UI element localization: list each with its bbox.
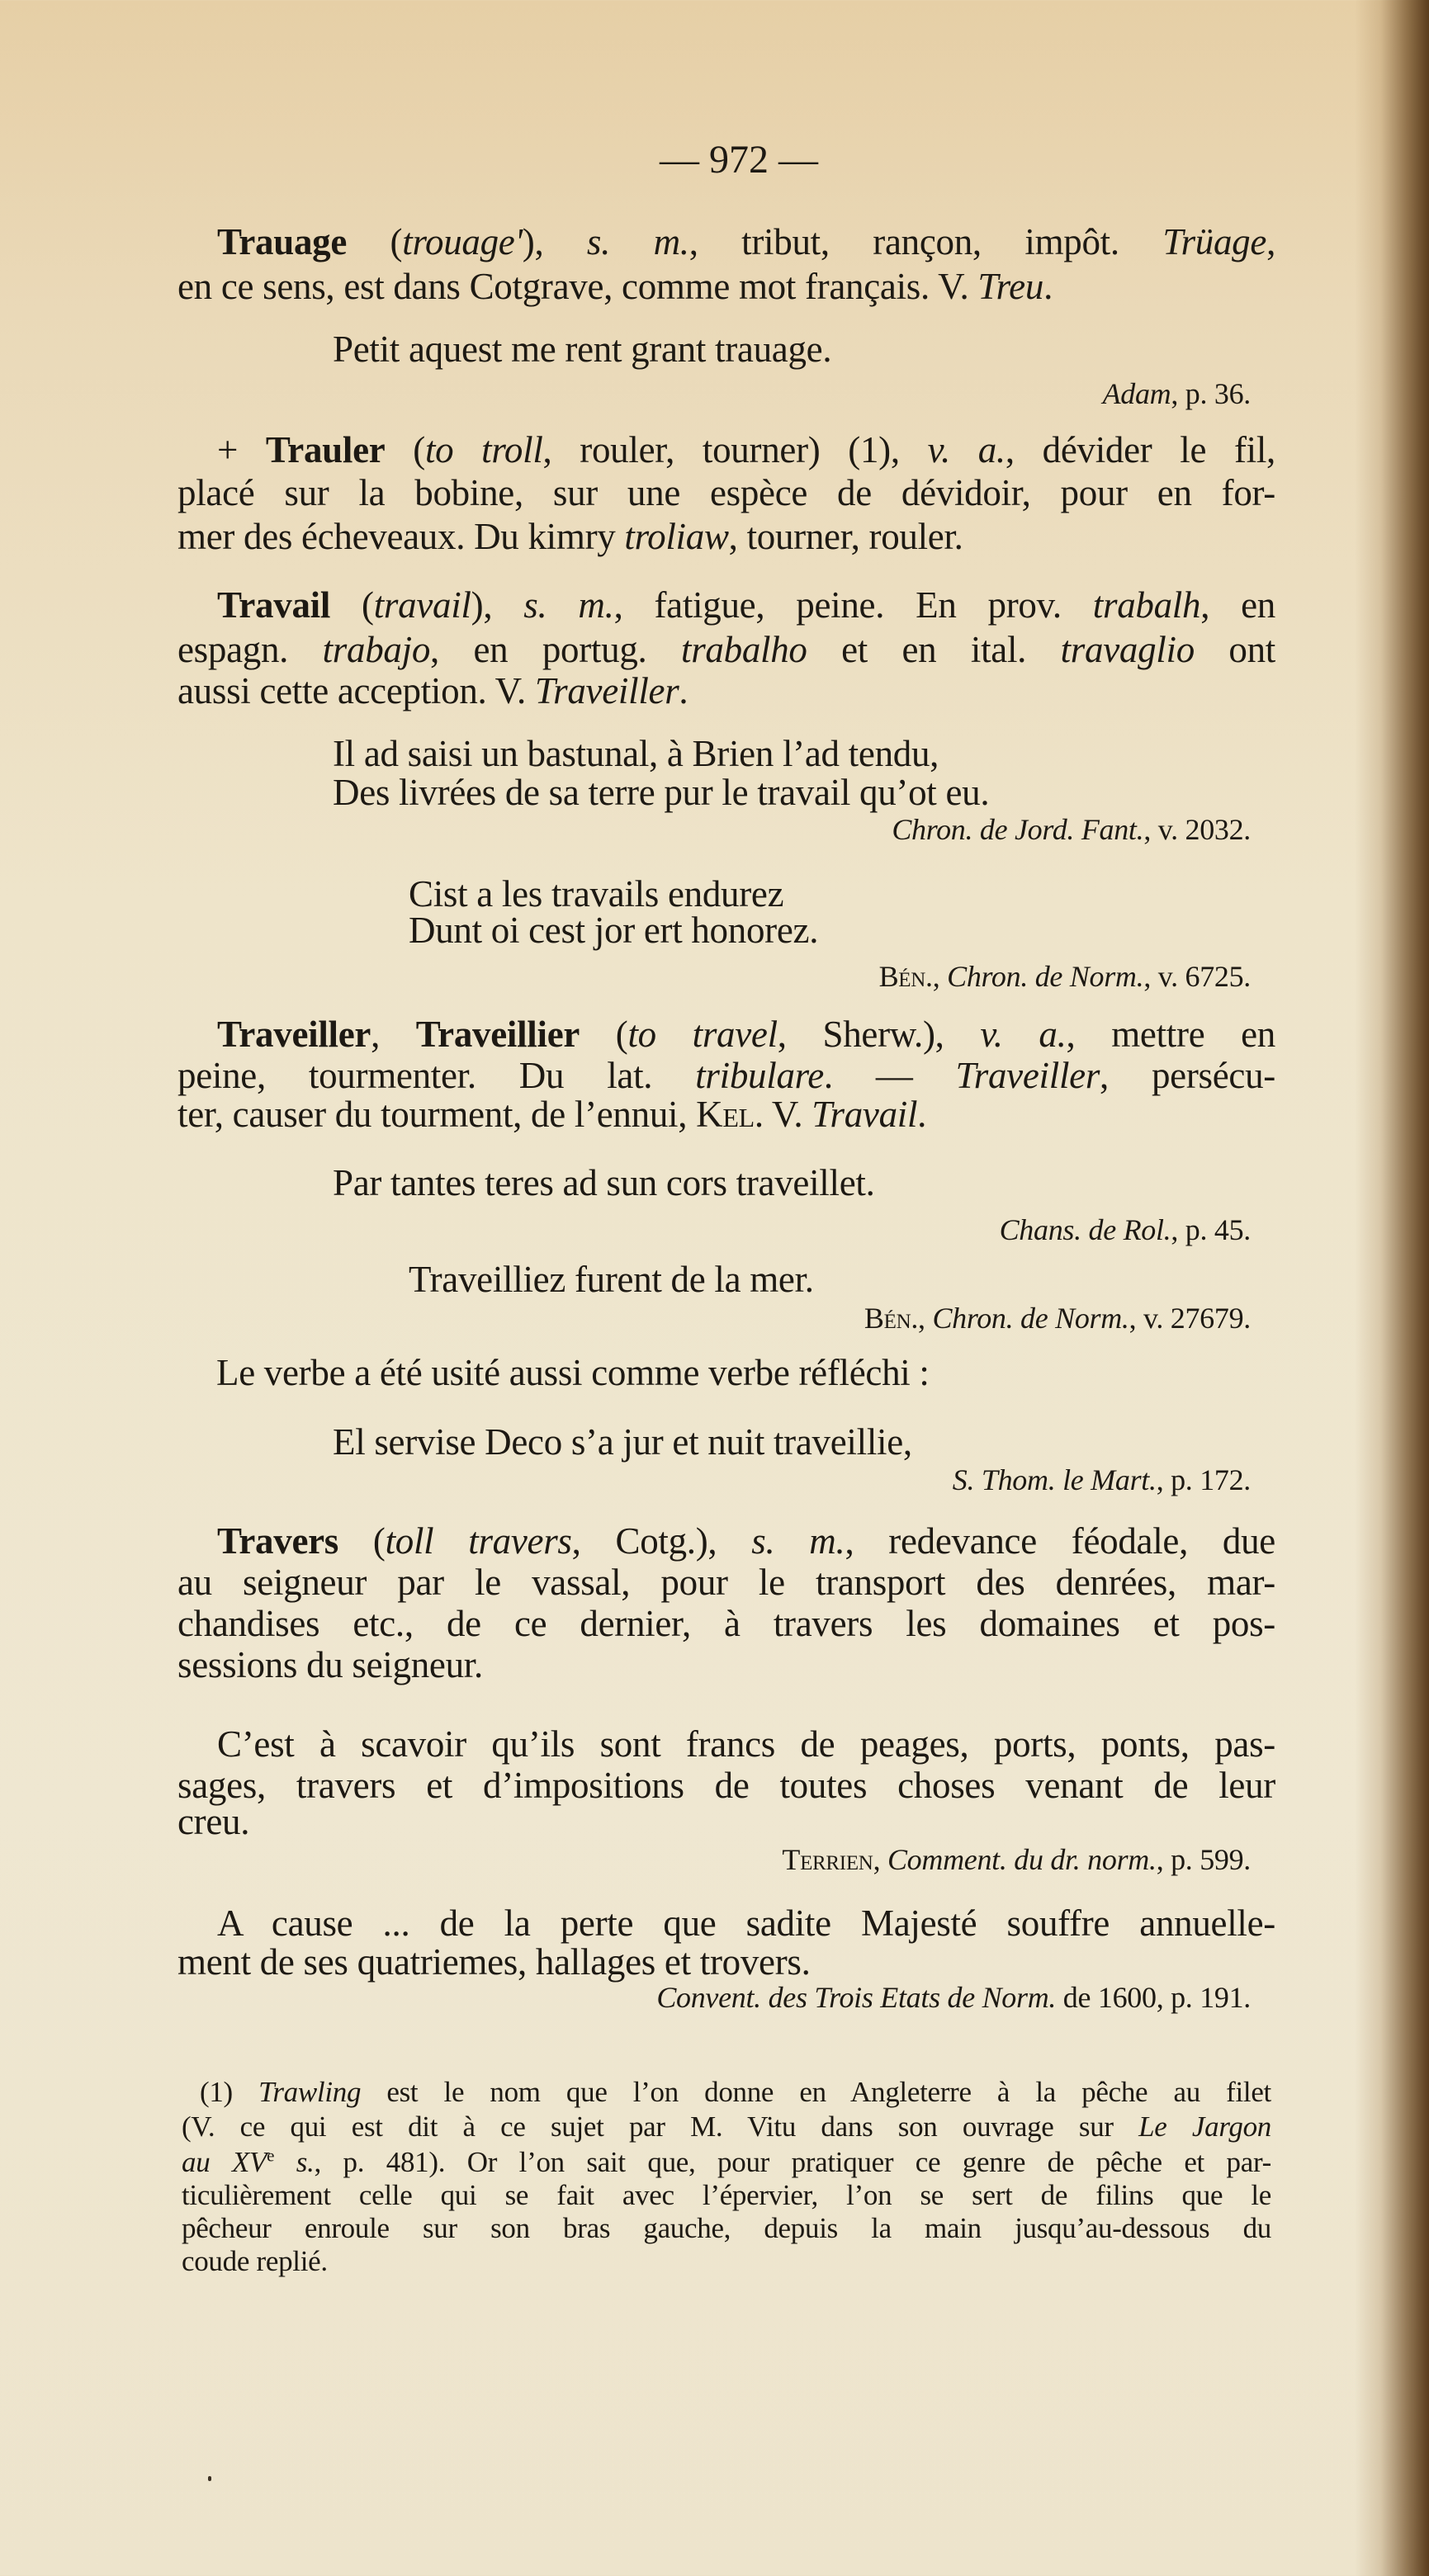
footnote-line [182, 2144, 1271, 2181]
text: . [1043, 266, 1053, 307]
text: , Sherw.), [777, 1014, 981, 1055]
superscript: e [267, 2145, 275, 2166]
ink-speck [208, 2476, 211, 2481]
text: ( [338, 1520, 386, 1562]
text: pêcheur enroule sur son bras gauche, depuis la main jusqu’au-dessous du [182, 2212, 1271, 2244]
text: au seigneur par le vassal, pour le transport des denrées, mar- [177, 1562, 1275, 1603]
italic-text: to troll [424, 429, 543, 470]
text: Traveilliez furent de la mer. [409, 1259, 814, 1300]
text: . [917, 1094, 927, 1135]
italic-text: Trüage [1162, 221, 1267, 262]
text: , tribut, rançon, impôt. [688, 221, 1163, 262]
small-caps-text: Bén. [878, 960, 933, 993]
italic-text: Adam [1102, 377, 1171, 410]
headword: Traveiller [217, 1014, 371, 1055]
italic-text: Traveiller [534, 670, 679, 711]
italic-text: Trawling [258, 2076, 362, 2108]
text: placé sur la bobine, sur une espèce de dévidoir, pour en for- [177, 472, 1275, 513]
quotation-line [217, 1721, 1275, 1767]
entry-line [177, 1091, 1275, 1137]
footnote-line [182, 2210, 1271, 2247]
italic-text: v. a. [980, 1014, 1067, 1055]
citation-line [248, 371, 1251, 417]
text: . [679, 670, 688, 711]
verse-line [333, 1160, 1275, 1206]
text: est le nom que l’on donne en Angleterre à la pêche au filet [361, 2076, 1271, 2108]
text: ment de ses quatriemes, hallages et trovers. [177, 1941, 811, 1983]
headword: Travail [217, 584, 331, 626]
entry-line [217, 1518, 1275, 1564]
citation-line [248, 1457, 1251, 1503]
footnote-line [182, 2177, 1271, 2214]
entry-line [177, 513, 1275, 560]
text: ( [580, 1014, 628, 1055]
italic-text: trabalho [681, 629, 807, 670]
text: A cause ... de la perte que sadite Majesté souffre annuelle- [217, 1902, 1275, 1944]
italic-text: travaglio [1060, 629, 1195, 670]
italic-text: trabalh [1092, 584, 1201, 626]
text: , p. 599. [1156, 1843, 1251, 1876]
text: , v. 6725. [1143, 960, 1251, 993]
text: Dunt oi cest jor ert honorez. [409, 910, 819, 951]
entry-line [217, 1011, 1275, 1057]
text: Par tantes teres ad sun cors traveillet. [333, 1162, 875, 1203]
paragraph-line [216, 1349, 1275, 1396]
entry-line [217, 582, 1275, 628]
italic-text: s. m. [523, 584, 614, 626]
text: ont [1194, 629, 1276, 670]
headword: Travers [217, 1520, 339, 1562]
page-number: — 972 — [660, 138, 818, 182]
text: ( [330, 584, 374, 626]
footnote-line [182, 2243, 1271, 2280]
footnote-line [200, 2074, 1271, 2110]
text: peine, tourmenter. Du lat. [177, 1055, 696, 1096]
headword: Trauler [265, 429, 386, 470]
small-caps-text: Bén. [864, 1302, 919, 1335]
text: , [1266, 221, 1276, 262]
citation-line [248, 1207, 1251, 1253]
entry-line [177, 1559, 1275, 1605]
text: Il ad saisi un bastunal, à Brien l’ad tendu, [333, 733, 939, 774]
text: V. [763, 1094, 812, 1135]
text: Le verbe a été usité aussi comme verbe réfléchi : [216, 1352, 930, 1393]
text: (1) [200, 2076, 259, 2108]
text: , [371, 1014, 416, 1055]
text: , p. 45. [1171, 1213, 1251, 1246]
book-gutter-edge [1355, 0, 1429, 2576]
text: , [873, 1843, 887, 1876]
text: El servise Deco s’a jur et nuit traveillie, [333, 1421, 912, 1463]
italic-text: travail [373, 584, 471, 626]
text: , v. 27679. [1129, 1302, 1251, 1335]
italic-text: Treu [977, 266, 1044, 307]
small-caps-text: Kel. [696, 1094, 764, 1135]
citation-line [248, 1974, 1251, 2021]
text: espagn. [177, 629, 323, 670]
text: ( [347, 221, 403, 262]
text: , dévider le fil, [1005, 429, 1276, 470]
italic-text: Comment. du dr. norm. [887, 1843, 1157, 1876]
text: creu. [177, 1801, 250, 1842]
italic-text: trabajo [322, 629, 431, 670]
headword: Traveillier [415, 1014, 580, 1055]
text: et en ital. [807, 629, 1061, 670]
verse-line [409, 907, 1275, 953]
text: , en [1200, 584, 1276, 626]
text: (V. ce qui est dit à ce sujet par M. Vitu dans son ouvrage sur [182, 2110, 1139, 2143]
text: , fatigue, peine. En prov. [613, 584, 1093, 626]
italic-text: au XV [182, 2146, 267, 2178]
italic-text: Le Jargon [1138, 2110, 1271, 2143]
text: ( [385, 429, 425, 470]
entry-line [217, 427, 1275, 473]
italic-text: s. [274, 2146, 315, 2178]
text: en ce sens, est dans Cotgrave, comme mot français. V. [177, 266, 978, 307]
small-caps-text: Terrien [782, 1843, 873, 1876]
italic-text: Travail [812, 1094, 918, 1135]
text: , rouler, tourner) (1), [542, 429, 928, 470]
text: . — [823, 1055, 956, 1096]
text: + [217, 429, 266, 470]
entry-line [177, 668, 1275, 714]
text: Petit aquest me rent grant trauage. [333, 328, 832, 370]
italic-text: troliaw [624, 516, 729, 557]
text: , p. 172. [1156, 1463, 1251, 1496]
verse-line [333, 326, 1275, 372]
text: , tourner, rouler. [728, 516, 963, 557]
text: Cist a les travails endurez [409, 873, 784, 915]
italic-text: Traveiller [955, 1055, 1100, 1096]
entry-line [177, 626, 1275, 673]
text: , [918, 1302, 933, 1335]
text: , [932, 960, 948, 993]
text: sessions du seigneur. [177, 1644, 483, 1685]
text: chandises etc., de ce dernier, à travers les domaines et pos- [177, 1603, 1275, 1644]
italic-text: tribulare [695, 1055, 824, 1096]
italic-text: Convent. des Trois Etats de Norm. [656, 1981, 1057, 2014]
italic-text: S. Thom. le Mart. [952, 1463, 1157, 1496]
italic-text: trouage' [402, 221, 523, 262]
entry-line [217, 219, 1275, 265]
italic-text: v. a. [927, 429, 1006, 470]
italic-text: s. m. [586, 221, 689, 262]
text: ), [471, 584, 524, 626]
text: ter, causer du tourment, de l’ennui, [177, 1094, 697, 1135]
text: , redevance féodale, due [845, 1520, 1275, 1562]
text: , v. 2032. [1143, 813, 1251, 846]
entry-line [177, 263, 1275, 310]
text: coude replié. [182, 2245, 328, 2277]
italic-text: Chron. de Norm. [947, 960, 1144, 993]
entry-line [177, 470, 1275, 516]
text: de 1600, p. 191. [1056, 1981, 1251, 2014]
italic-text: Chron. de Norm. [932, 1302, 1129, 1335]
italic-text: Chron. de Jord. Fant. [892, 813, 1144, 846]
text: C’est à scavoir qu’ils sont francs de peages, ports, ponts, pas- [217, 1723, 1275, 1765]
text: mer des écheveaux. Du kimry [177, 516, 625, 557]
text: aussi cette acception. V. [177, 670, 535, 711]
text: ), [522, 221, 587, 262]
headword: Trauage [217, 221, 348, 262]
citation-line [248, 1836, 1251, 1883]
text: sages, travers et d’impositions de toutes choses venant de leur [177, 1765, 1275, 1806]
text: , en portug. [430, 629, 681, 670]
text: ticulièrement celle qui se fait avec l’épervier, l’on se sert de filins que le [182, 2179, 1271, 2211]
text: , mettre en [1066, 1014, 1275, 1055]
entry-line [177, 1600, 1275, 1647]
text: , persécu- [1100, 1055, 1275, 1096]
text: , Cotg.), [571, 1520, 752, 1562]
citation-line [248, 806, 1251, 853]
italic-text: toll travers [385, 1520, 572, 1562]
text: Des livrées de sa terre pur le travail qu’ot eu. [333, 772, 990, 813]
italic-text: Chans. de Rol. [999, 1213, 1171, 1246]
italic-text: s. m. [751, 1520, 845, 1562]
text: , p. 481). Or l’on sait que, pour pratiquer ce genre de pêche et par- [314, 2146, 1271, 2178]
footnote-line [182, 2109, 1271, 2145]
citation-line [248, 1295, 1251, 1341]
entry-line [177, 1642, 1275, 1688]
citation-line [248, 953, 1251, 1000]
italic-text: to travel [627, 1014, 778, 1055]
text: , p. 36. [1171, 377, 1251, 410]
